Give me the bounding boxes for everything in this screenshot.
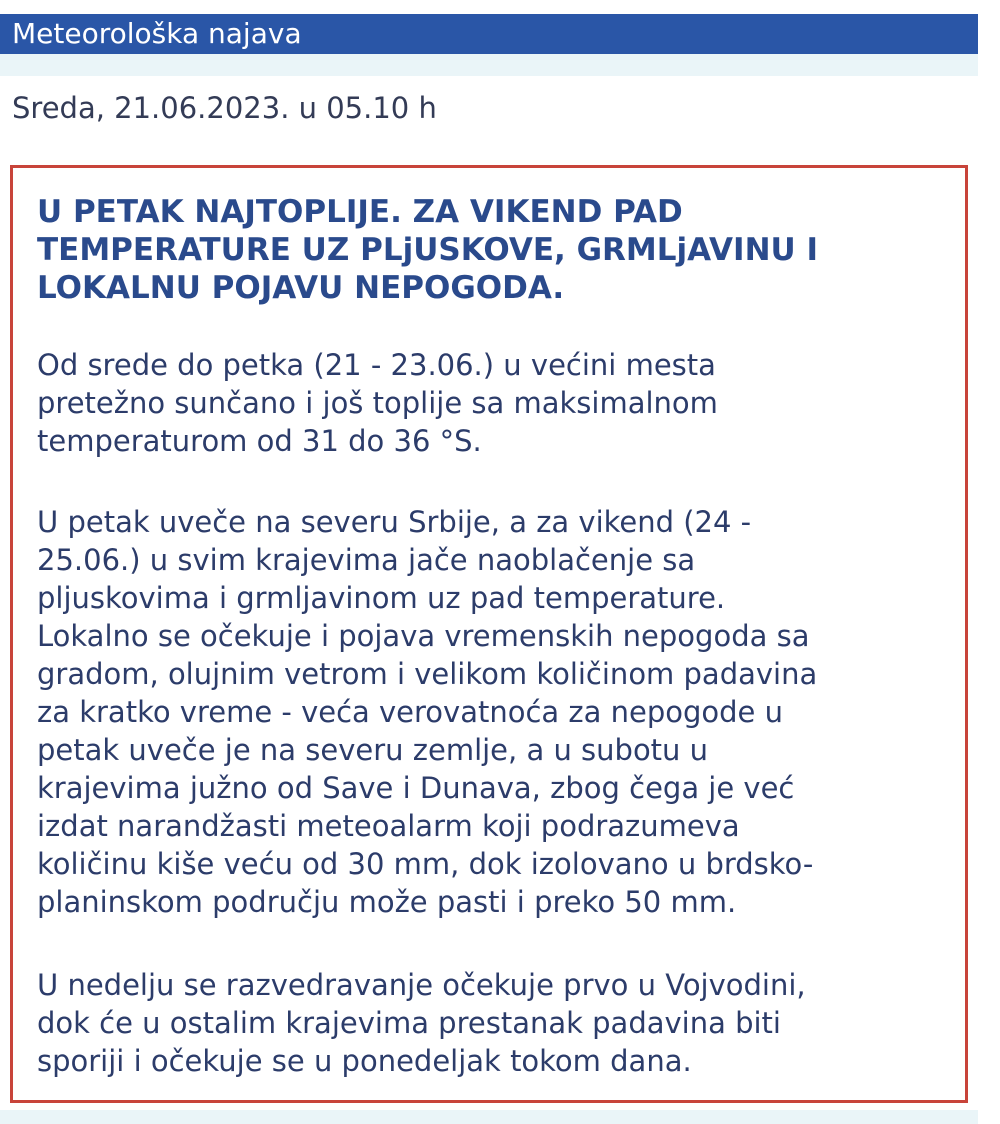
paragraph-line: temperaturom od 31 do 36 °S.	[37, 424, 482, 458]
headline-line: U PETAK NAJTOPLIJE. ZA VIKEND PAD	[37, 194, 683, 230]
paragraph-line: dok će u ostalim krajevima prestanak padavina biti	[37, 1006, 781, 1040]
forecast-paragraph-1	[37, 346, 718, 460]
paragraph-line: pretežno sunčano i još toplije sa maksimalnom	[37, 386, 718, 420]
paragraph-line: planinskom području može pasti i preko 50 mm.	[37, 885, 737, 919]
paragraph-line: količinu kiše veću od 30 mm, dok izolovano u brdsko-	[37, 847, 814, 881]
paragraph-line: krajevima južno od Save i Dunava, zbog čega je već	[37, 771, 795, 805]
section-header	[0, 14, 978, 54]
headline-line: LOKALNU POJAVU NEPOGODA.	[37, 270, 565, 306]
paragraph-line: 25.06.) u svim krajevima jače naoblačenje sa	[37, 543, 696, 577]
forecast-date: Sreda, 21.06.2023. u 05.10 h	[12, 91, 437, 125]
forecast-paragraph-3	[37, 966, 806, 1080]
paragraph-line: Od srede do petka (21 - 23.06.) u većini mesta	[37, 348, 716, 382]
forecast-paragraph-2	[37, 503, 817, 921]
footer-divider-strip	[0, 1110, 978, 1124]
paragraph-line: gradom, olujnim vetrom i velikom količinom padavina	[37, 657, 818, 691]
paragraph-line: sporiji i očekuje se u ponedeljak tokom dana.	[37, 1044, 692, 1078]
forecast-box	[10, 165, 968, 1103]
paragraph-line: za kratko vreme - veća verovatnoća za nepogode u	[37, 695, 783, 729]
paragraph-line: U petak uveče na severu Srbije, a za vikend (24 -	[37, 505, 752, 539]
paragraph-line: izdat narandžasti meteoalarm koji podrazumeva	[37, 809, 740, 843]
paragraph-line: petak uveče je na severu zemlje, a u subotu u	[37, 733, 709, 767]
paragraph-line: Lokalno se očekuje i pojava vremenskih nepogoda sa	[37, 619, 810, 653]
header-divider-strip	[0, 54, 978, 76]
paragraph-line: pljuskovima i grmljavinom uz pad temperature.	[37, 581, 726, 615]
section-title: Meteorološka najava	[12, 17, 302, 50]
headline-line: TEMPERATURE UZ PLjUSKOVE, GRMLjAVINU I	[37, 232, 819, 268]
forecast-headline	[37, 193, 818, 307]
paragraph-line: U nedelju se razvedravanje očekuje prvo u Vojvodini,	[37, 968, 806, 1002]
